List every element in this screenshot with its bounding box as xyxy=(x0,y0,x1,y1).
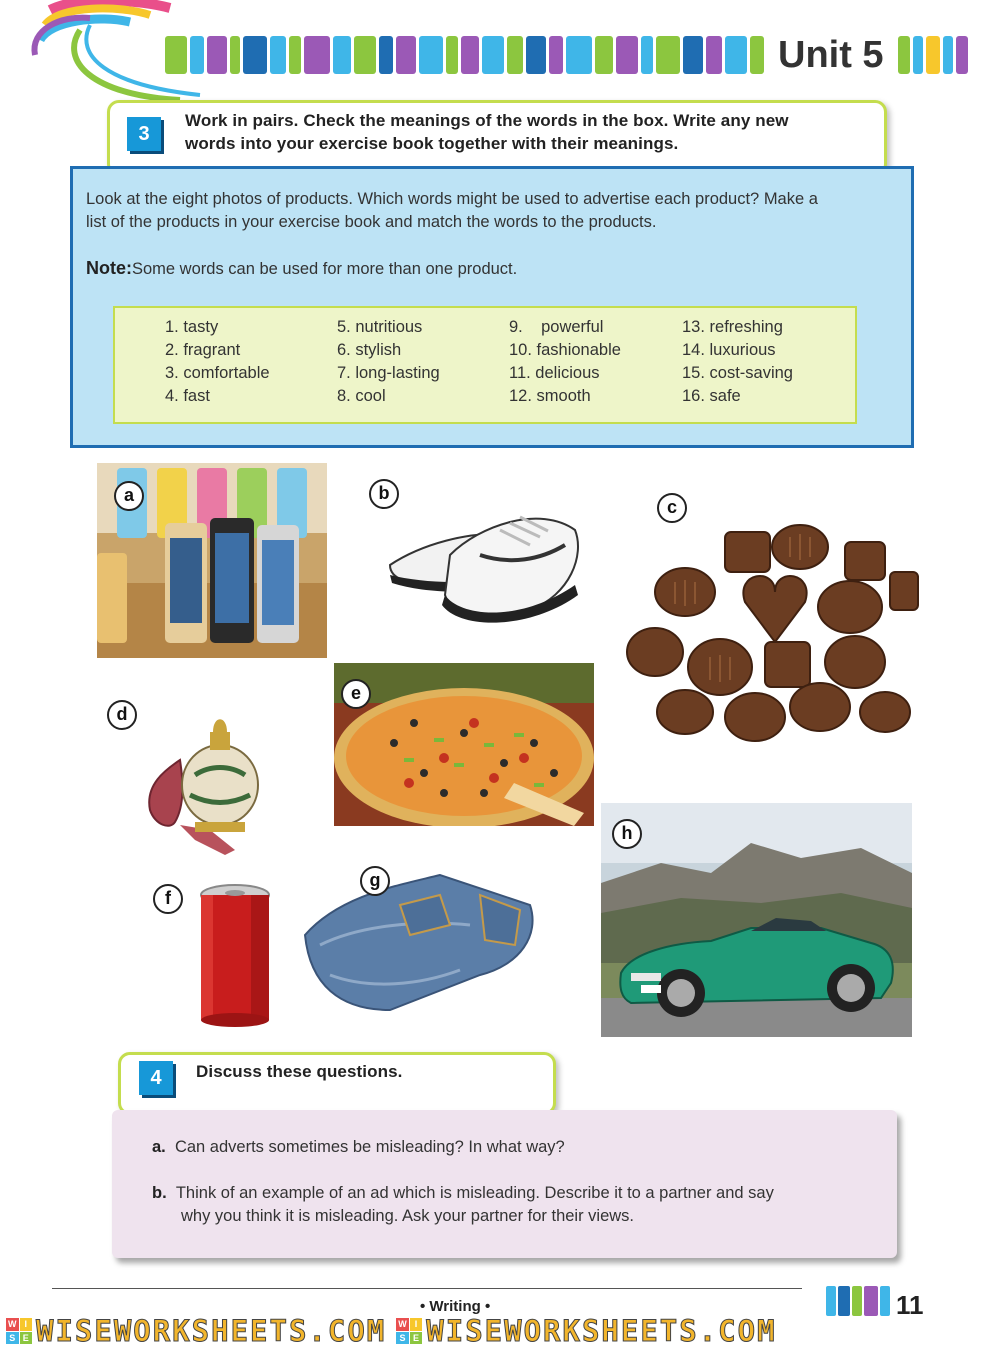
header-stripes xyxy=(165,36,765,74)
question-b-line2: why you think it is misleading. Ask your partner for their views. xyxy=(181,1207,635,1225)
exercise-4-instruction: Discuss these questions. xyxy=(196,1062,403,1081)
word-column-2 xyxy=(337,316,440,408)
unit-title: Unit 5 xyxy=(778,34,884,76)
word-item: 9. powerful xyxy=(509,318,604,336)
photo-label-h: h xyxy=(612,819,642,849)
word-item: 2. fragrant xyxy=(165,341,241,359)
photo-label-b: b xyxy=(369,479,399,509)
watermark-text-2: WISEWORKSHEETS.COM xyxy=(426,1314,777,1348)
question-a-text: Can adverts sometimes be misleading? In what way? xyxy=(174,1138,565,1156)
word-item: 1. tasty xyxy=(165,318,219,336)
word-item: 16. safe xyxy=(682,387,741,405)
exercise-4-number: 4 xyxy=(139,1061,173,1095)
word-item: 6. stylish xyxy=(337,341,402,359)
word-column-4 xyxy=(682,316,793,408)
note-text: Some words can be used for more than one product. xyxy=(132,260,518,278)
exercise-3-instruction: Work in pairs. Check the meanings of the words in the box. Write any new words into your exercise book together with their meanings. xyxy=(185,111,789,153)
word-item: 3. comfortable xyxy=(165,364,270,382)
question-a xyxy=(152,1136,565,1159)
watermark-text: WISEWORKSHEETS.COM xyxy=(36,1314,387,1348)
word-item: 13. refreshing xyxy=(682,318,783,336)
page-number-stripes xyxy=(826,1286,892,1316)
task-paragraph: Look at the eight photos of products. Which words might be used to advertise each product? Make a list of the products in your exercise book and match the words to the products. xyxy=(86,190,818,231)
header-stripes-right xyxy=(898,36,968,74)
question-b xyxy=(152,1182,774,1205)
word-item: 4. fast xyxy=(165,387,210,405)
word-item: 12. smooth xyxy=(509,387,591,405)
word-item: 10. fashionable xyxy=(509,341,621,359)
word-item: 5. nutritious xyxy=(337,318,423,336)
photo-d-perfume xyxy=(135,710,275,860)
note xyxy=(86,258,517,279)
word-item: 7. long-lasting xyxy=(337,364,440,382)
photo-label-e: e xyxy=(341,679,371,709)
watermark-banner xyxy=(0,1314,1000,1348)
watermark-logo-icon-2: W I S E xyxy=(396,1318,422,1344)
question-b-label: b. xyxy=(152,1184,167,1202)
photo-label-a: a xyxy=(114,481,144,511)
photo-f-soda-can xyxy=(195,883,275,1028)
photo-label-d: d xyxy=(107,700,137,730)
photo-g-jeans xyxy=(300,865,542,1015)
note-label: Note: xyxy=(86,258,132,278)
question-b-text-line1: Think of an example of an ad which is misleading. Describe it to a partner and say xyxy=(175,1184,774,1202)
footer-section-label: • Writing • xyxy=(420,1298,491,1315)
exercise-3-number: 3 xyxy=(127,117,161,151)
word-box xyxy=(113,306,857,424)
word-item: 8. cool xyxy=(337,387,386,405)
word-item: 11. delicious xyxy=(509,364,600,382)
watermark-logo-icon: W I S E xyxy=(6,1318,32,1344)
photo-label-f: f xyxy=(153,884,183,914)
photo-label-c: c xyxy=(657,493,687,523)
photo-h-sports-car xyxy=(601,803,912,1037)
photo-c-chocolates xyxy=(625,512,920,752)
page-number: 11 xyxy=(896,1290,924,1320)
word-column-3 xyxy=(509,316,621,408)
word-column-1 xyxy=(165,316,270,408)
word-item: 15. cost-saving xyxy=(682,364,793,382)
word-item: 14. luxurious xyxy=(682,341,776,359)
photo-b-sneakers xyxy=(380,485,590,630)
photo-e-pizza xyxy=(334,663,594,826)
photo-label-g: g xyxy=(360,866,390,896)
footer-divider xyxy=(52,1288,802,1289)
question-a-label: a. xyxy=(152,1138,166,1156)
